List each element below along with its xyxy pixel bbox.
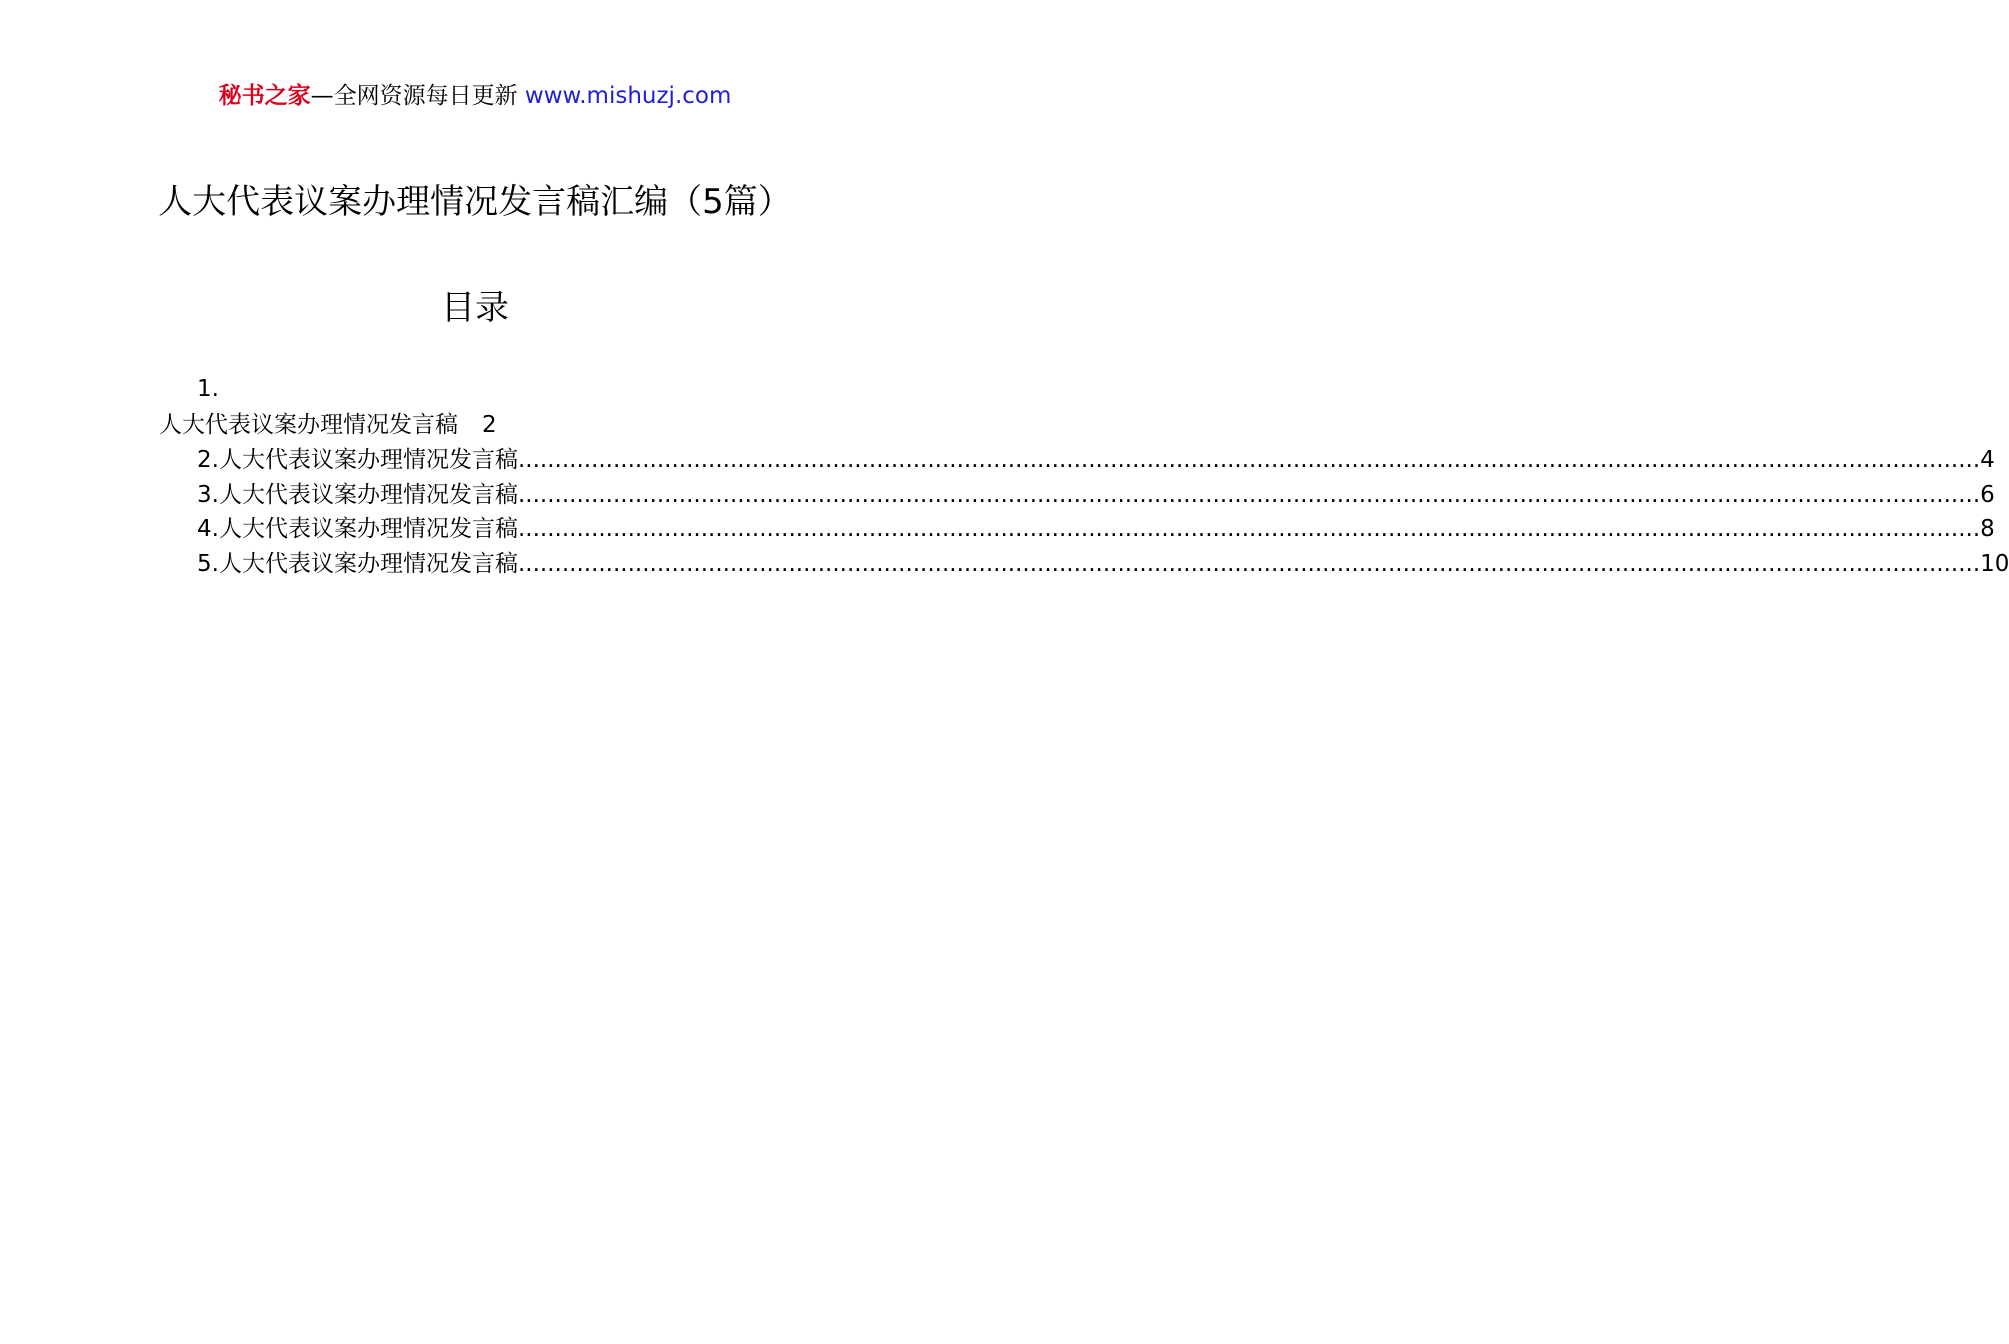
toc-entry-page: 6	[1980, 481, 1995, 508]
header-separator: —	[310, 83, 334, 109]
toc-entry-5[interactable]	[197, 547, 2009, 582]
toc-entry-1[interactable]	[159, 408, 497, 442]
toc-entry-label: 人大代表议案办理情况发言稿	[159, 412, 458, 438]
document-title: 人大代表议案办理情况发言稿汇编（5篇）	[158, 182, 792, 222]
toc-heading: 目录	[441, 288, 509, 328]
toc-leader-dots: ........................................................................................................................................................................................................	[517, 550, 1981, 577]
toc-leader-dots: ........................................................................................................................................................................................................	[517, 447, 1981, 473]
toc-entry-label: 2.人大代表议案办理情况发言稿	[197, 447, 518, 473]
toc-entry-label: 4.人大代表议案办理情况发言稿	[197, 516, 518, 542]
toc-entry-label: 3.人大代表议案办理情况发言稿	[197, 481, 518, 508]
toc-entry-page: 8	[1980, 516, 1995, 542]
toc-entry-2[interactable]	[197, 443, 1995, 478]
toc-entry-page: 4	[1980, 447, 1995, 473]
toc-entry-1-number[interactable]: 1.	[197, 376, 219, 402]
site-header	[0, 80, 950, 112]
toc-leader-dots: ........................................................................................................................................................................................................	[517, 516, 1981, 542]
toc-leader-dots: ........................................................................................................................................................................................................	[517, 481, 1981, 508]
brand-name: 秘书之家	[218, 83, 311, 109]
header-slogan: 全网资源每日更新	[333, 83, 525, 109]
site-url-link[interactable]: www.mishuzj.com	[524, 83, 732, 109]
toc-entry-page: 2	[482, 412, 497, 438]
toc-entry-page: 10	[1980, 550, 2009, 577]
toc-entry-label: 5.人大代表议案办理情况发言稿	[197, 550, 518, 577]
toc-list	[197, 443, 2009, 581]
toc-entry-4[interactable]	[197, 512, 1995, 547]
toc-entry-3[interactable]	[197, 478, 1995, 513]
